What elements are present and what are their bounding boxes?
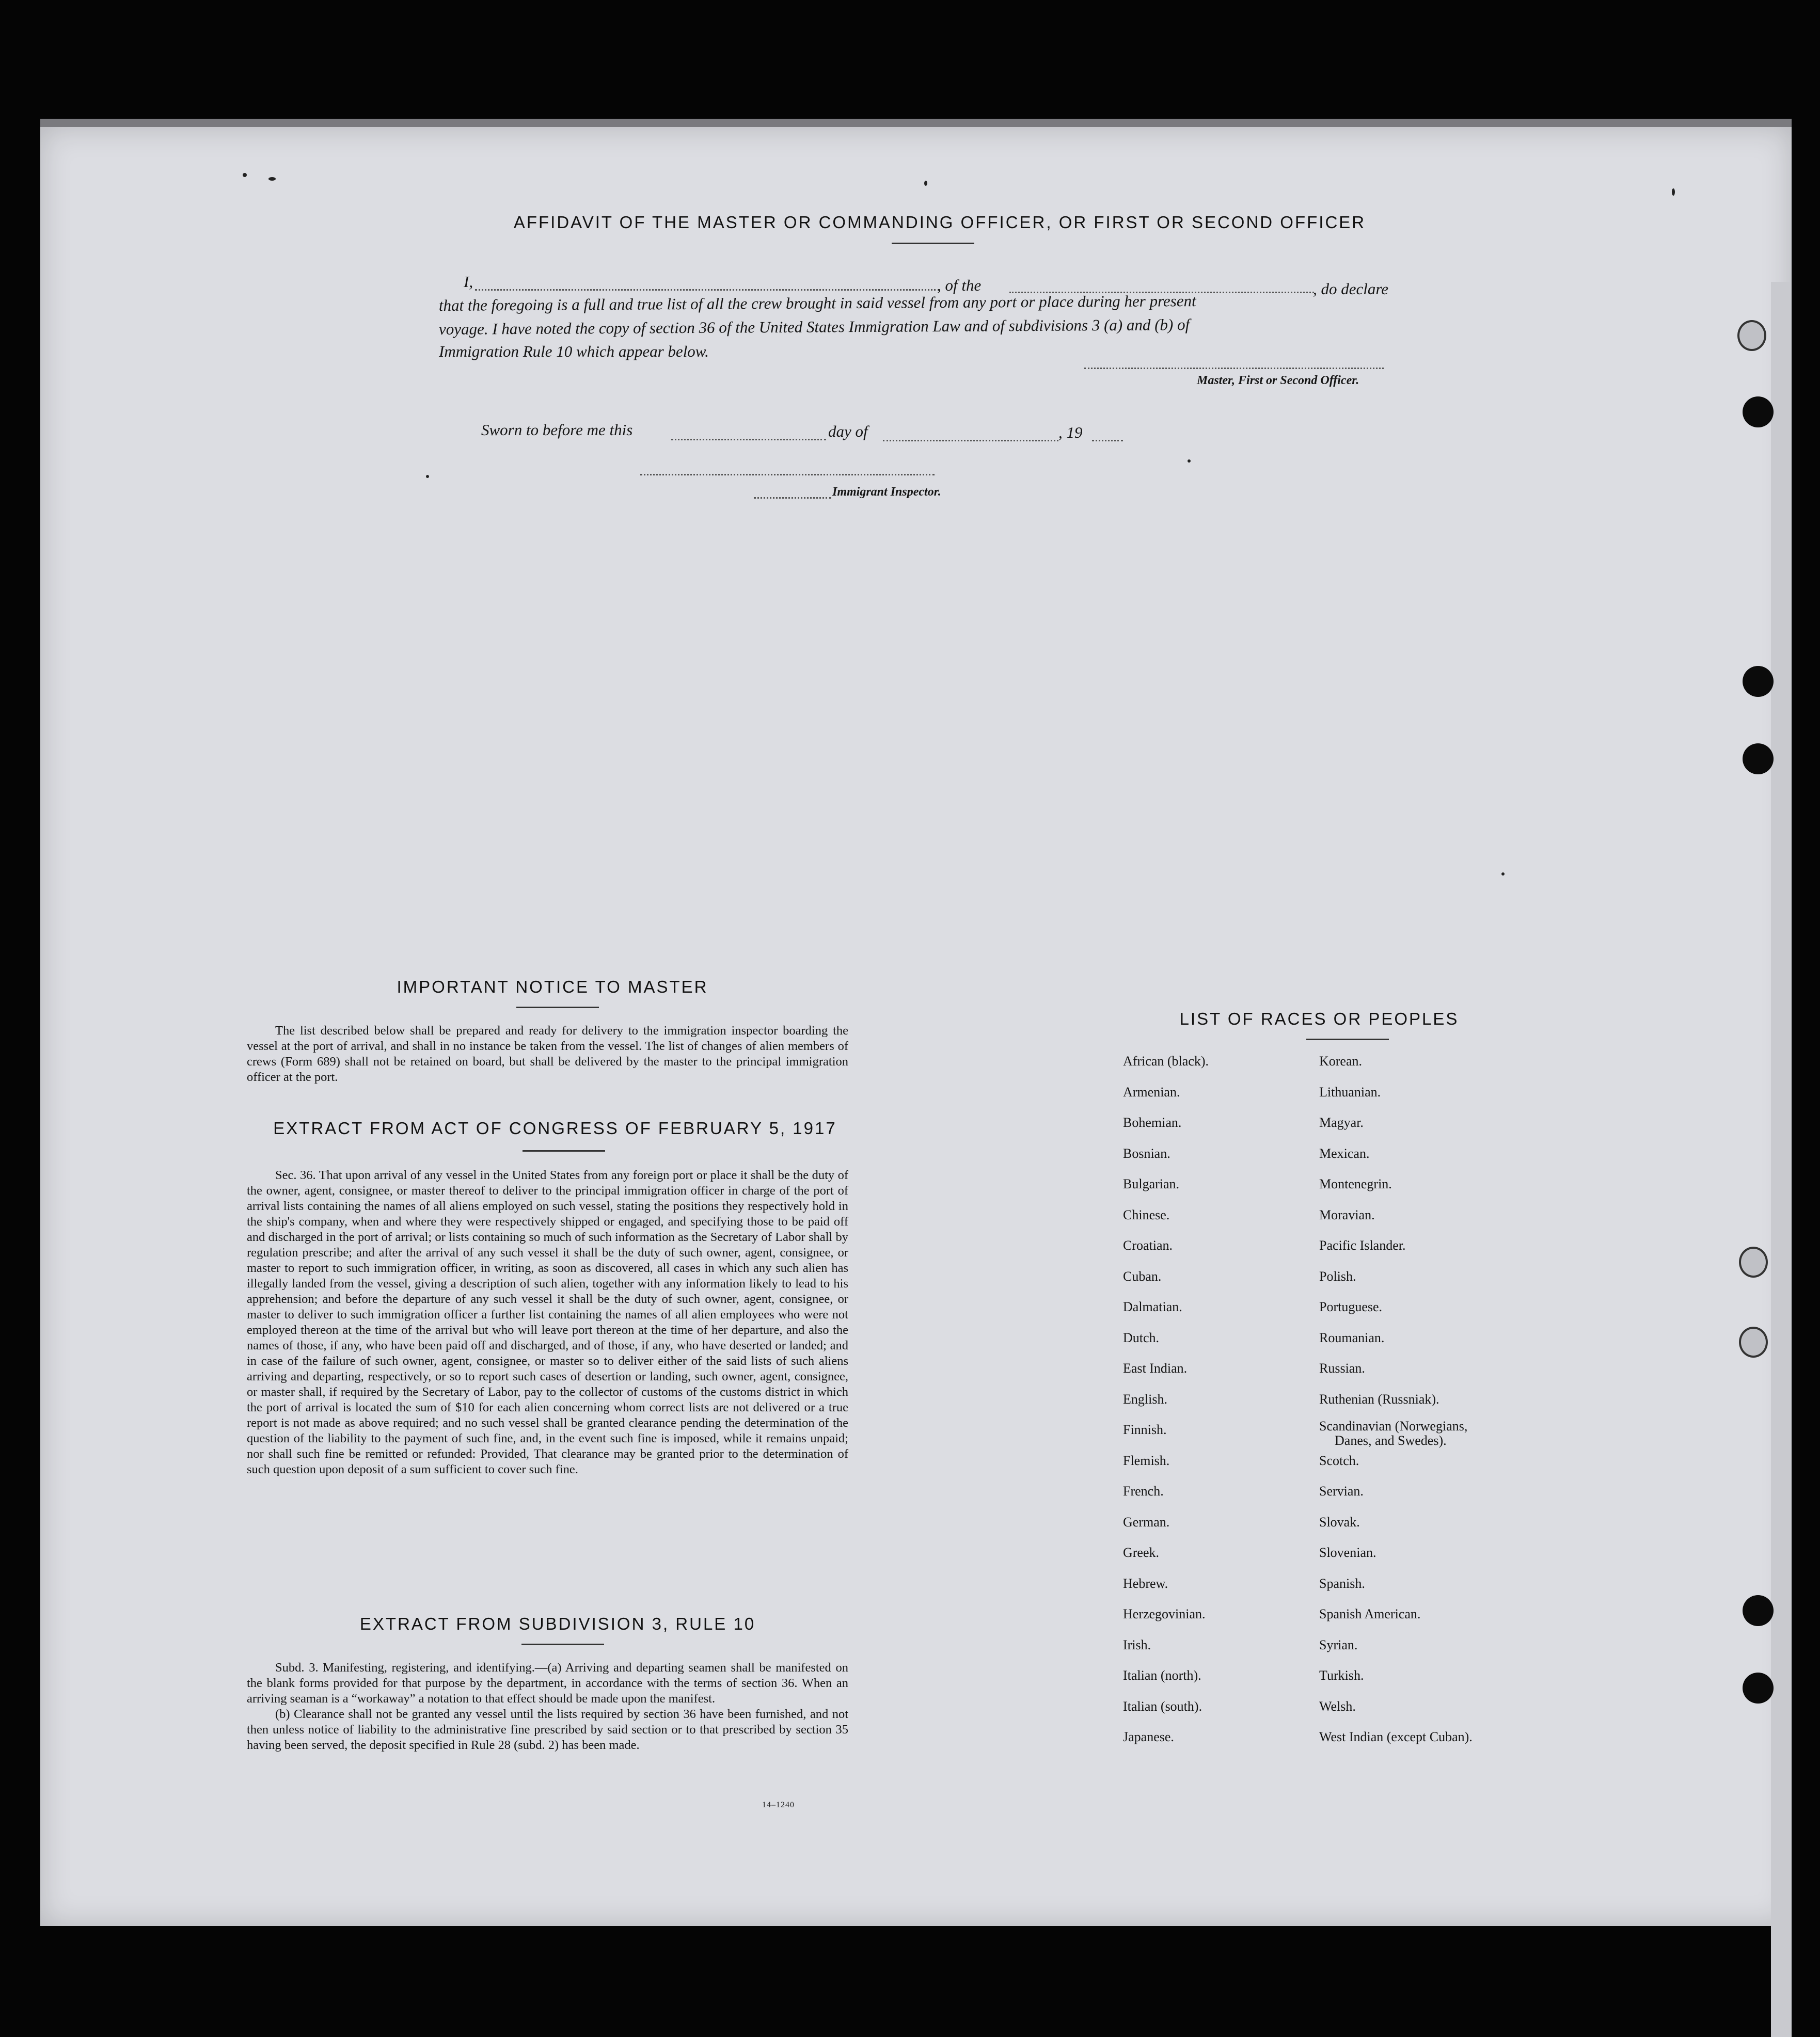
race-item: Ruthenian (Russniak). [1319, 1391, 1439, 1407]
race-item: Dutch. [1123, 1330, 1160, 1345]
race-item: Turkish. [1319, 1668, 1364, 1683]
affidavit-of-the-label: , of the [937, 276, 982, 294]
races-right-column [1319, 1054, 1473, 1760]
speck [1188, 459, 1191, 463]
binder-hole [1743, 666, 1774, 697]
binder-hole [1743, 743, 1774, 774]
sworn-year-field[interactable] [1092, 440, 1123, 441]
race-item: Moravian. [1319, 1207, 1375, 1222]
inspector-label: Immigrant Inspector. [832, 485, 941, 499]
notice-title-rule [516, 1007, 599, 1008]
race-item: Finnish. [1123, 1422, 1167, 1437]
inspector-signature-field-2[interactable] [754, 497, 831, 499]
race-item: Portuguese. [1319, 1299, 1383, 1314]
race-item: Greek. [1123, 1545, 1160, 1560]
race-item: French. [1123, 1484, 1164, 1499]
master-signature-label: Master, First or Second Officer. [1197, 374, 1359, 387]
affidavit-do-declare-label: , do declare [1313, 280, 1389, 298]
race-item [1319, 1419, 1473, 1450]
act-text [247, 1168, 848, 1477]
race-item: Welsh. [1319, 1698, 1356, 1714]
act-title-rule [523, 1150, 605, 1152]
race-item: West Indian (except Cuban). [1319, 1729, 1473, 1744]
race-item: Slovenian. [1319, 1545, 1376, 1560]
day-of-label: day of [828, 422, 868, 440]
notice-paragraph: The list described below shall be prepared and ready for delivery to the immigration inspector boarding the vessel at the port of arrival, and shall in no instance be taken from the vessel. The list of changes of alien members of crews (Form 689) shall not be retained on board, but shall be delivered by the master to the principal immigration officer at the port. [247, 1024, 848, 1084]
race-item: English. [1123, 1391, 1167, 1407]
race-item: Herzegovinian. [1123, 1606, 1206, 1621]
race-item: Mexican. [1319, 1145, 1370, 1161]
sworn-day-field[interactable] [671, 439, 826, 440]
binder-hole [1743, 396, 1774, 427]
sworn-month-field[interactable] [883, 440, 1058, 441]
race-item-line: Scandinavian (Norwegians, [1319, 1419, 1468, 1434]
races-left-column [1123, 1054, 1209, 1760]
race-item: Syrian. [1319, 1637, 1358, 1652]
speck [1501, 872, 1505, 876]
race-item: Italian (north). [1123, 1668, 1201, 1683]
race-item: Korean. [1319, 1054, 1363, 1069]
document-page [40, 119, 1792, 1926]
race-item: Flemish. [1123, 1453, 1170, 1468]
race-item: Bosnian. [1123, 1145, 1170, 1161]
races-title-rule [1306, 1039, 1389, 1040]
binder-hole [1739, 1247, 1768, 1278]
race-item: Croatian. [1123, 1238, 1173, 1253]
speck [243, 173, 247, 177]
rule-title-rule [521, 1644, 604, 1645]
race-item: Scotch. [1319, 1453, 1359, 1468]
inspector-signature-field-1[interactable] [640, 474, 935, 475]
form-number: 14–1240 [762, 1801, 795, 1809]
page-edge [1771, 282, 1792, 2037]
race-item: Dalmatian. [1123, 1299, 1182, 1314]
race-item: Hebrew. [1123, 1576, 1168, 1591]
race-item: Spanish. [1319, 1576, 1365, 1591]
year-label: , 19 [1058, 423, 1083, 441]
rule-text [247, 1660, 848, 1753]
race-item: East Indian. [1123, 1361, 1188, 1376]
race-item: Bulgarian. [1123, 1176, 1180, 1191]
binder-hole [1743, 1673, 1774, 1704]
race-item: Roumanian. [1319, 1330, 1385, 1345]
race-item: Italian (south). [1123, 1698, 1202, 1714]
race-item: Lithuanian. [1319, 1084, 1381, 1100]
race-item: Chinese. [1123, 1207, 1170, 1222]
race-item: Pacific Islander. [1319, 1238, 1406, 1253]
race-item: German. [1123, 1514, 1170, 1530]
races-title: LIST OF RACES OR PEOPLES [1179, 1009, 1459, 1028]
binder-hole [1743, 1595, 1774, 1626]
binder-hole [1737, 320, 1766, 351]
speck [1672, 188, 1675, 196]
race-item: Servian. [1319, 1484, 1364, 1499]
race-item: Slovak. [1319, 1514, 1360, 1530]
race-item: African (black). [1123, 1054, 1209, 1069]
notice-title: IMPORTANT NOTICE TO MASTER [397, 977, 708, 996]
rule-paragraph-b: (b) Clearance shall not be granted any vessel until the lists required by section 36 have been furnished, and not then unless notice of liability to the administrative fine prescribed by said section or to that prescribed by section 35 having been served, the deposit specified in Rule 28 (subd. 2) has been made. [247, 1707, 848, 1752]
speck [426, 475, 429, 478]
sworn-label: Sworn to before me this [481, 421, 633, 439]
affidavit-i-label: I, [464, 273, 473, 291]
race-item: Spanish American. [1319, 1606, 1421, 1621]
race-item: Polish. [1319, 1268, 1356, 1284]
race-item-line: Danes, and Swedes). [1335, 1433, 1447, 1448]
race-item: Montenegrin. [1319, 1176, 1392, 1191]
affidavit-line-3: Immigration Rule 10 which appear below. [439, 342, 709, 360]
affidavit-line-1: that the foregoing is a full and true list of all the crew brought in said vessel from any port or place during her present [438, 292, 1196, 314]
master-signature-field[interactable] [1084, 368, 1384, 369]
rule-paragraph-a: Subd. 3. Manifesting, registering, and identifying.—(a) Arriving and departing seamen shall be manifested on the blank forms provided for that purpose by the department, in accordance with the terms of section 36. When an arriving seaman is a “workaway” a notation to that effect should be made upon the manifest. [247, 1661, 848, 1706]
speck [268, 177, 276, 181]
race-item: Japanese. [1123, 1729, 1174, 1744]
act-paragraph: Sec. 36. That upon arrival of any vessel in the United States from any foreign port or place it shall be the duty of the owner, agent, consignee, or master thereof to deliver to the principal immigration officer in charge of the port of arrival lists containing the names of all aliens employed on such vessel, stating the positions they respectively hold in the ship's company, when and where they were respectively shipped or engaged, and specifying those to be paid off and discharged in the port of arrival; or lists containing so much of such information as the Secretary of Labor shall by regulation prescribe; and after the arrival of any such vessel it shall be the duty of such owner, agent, consignee, or master to report to such immigration officer, in writing, as soon as discovered, all cases in which any such alien has illegally landed from the vessel, giving a description of such alien, together with any information likely to lead to his apprehension; and before the departure of any such vessel it shall be the duty of such owner, agent, consignee, or master to deliver to such immigration officer a further list containing the names of all alien employees who were not employed thereon at the time of the arrival but who will leave port thereon at the time of her departure, and also the names of those, if any, who have been paid off and discharged, and of those, if any, who have deserted or landed; and in case of the failure of such owner, agent, consignee, or master so to deliver either of the said lists of such aliens arriving and departing, respectively, or so to report such cases of desertion or landing, such owner, agent, consignee, or master shall, if required by the Secretary of Labor, pay to the collector of customs of the customs district in which the port of arrival is located the sum of $10 for each alien concerning whom correct lists are not delivered or a true report is not made as above required; and no such vessel shall be granted clearance pending the determination of the question of the liability to the payment of such fine, and, in the event such fine is imposed, while it remains unpaid; nor shall such fine be remitted or refunded: Provided, That clearance may be granted prior to the determination of such question upon deposit of a sum sufficient to cover such fine. [247, 1168, 848, 1476]
affidavit-title-rule [892, 243, 974, 244]
race-item: Magyar. [1319, 1115, 1364, 1130]
race-item: Russian. [1319, 1361, 1365, 1376]
affidavit-line-2: voyage. I have noted the copy of section 36 of the United States Immigration Law and of subdivisions 3 (a) and (b) of [438, 315, 1190, 338]
name-field[interactable] [475, 289, 940, 291]
speck [924, 181, 927, 186]
act-title: EXTRACT FROM ACT OF CONGRESS OF FEBRUARY 5, 1917 [273, 1119, 837, 1138]
race-item: Irish. [1123, 1637, 1151, 1652]
rule-title: EXTRACT FROM SUBDIVISION 3, RULE 10 [359, 1614, 756, 1633]
binder-hole [1739, 1327, 1768, 1358]
race-item: Cuban. [1123, 1268, 1162, 1284]
affidavit-title: AFFIDAVIT OF THE MASTER OR COMMANDING OFFICER, OR FIRST OR SECOND OFFICER [513, 213, 1366, 232]
notice-text [247, 1023, 848, 1085]
race-item: Bohemian. [1123, 1115, 1182, 1130]
race-item: Armenian. [1123, 1084, 1180, 1100]
